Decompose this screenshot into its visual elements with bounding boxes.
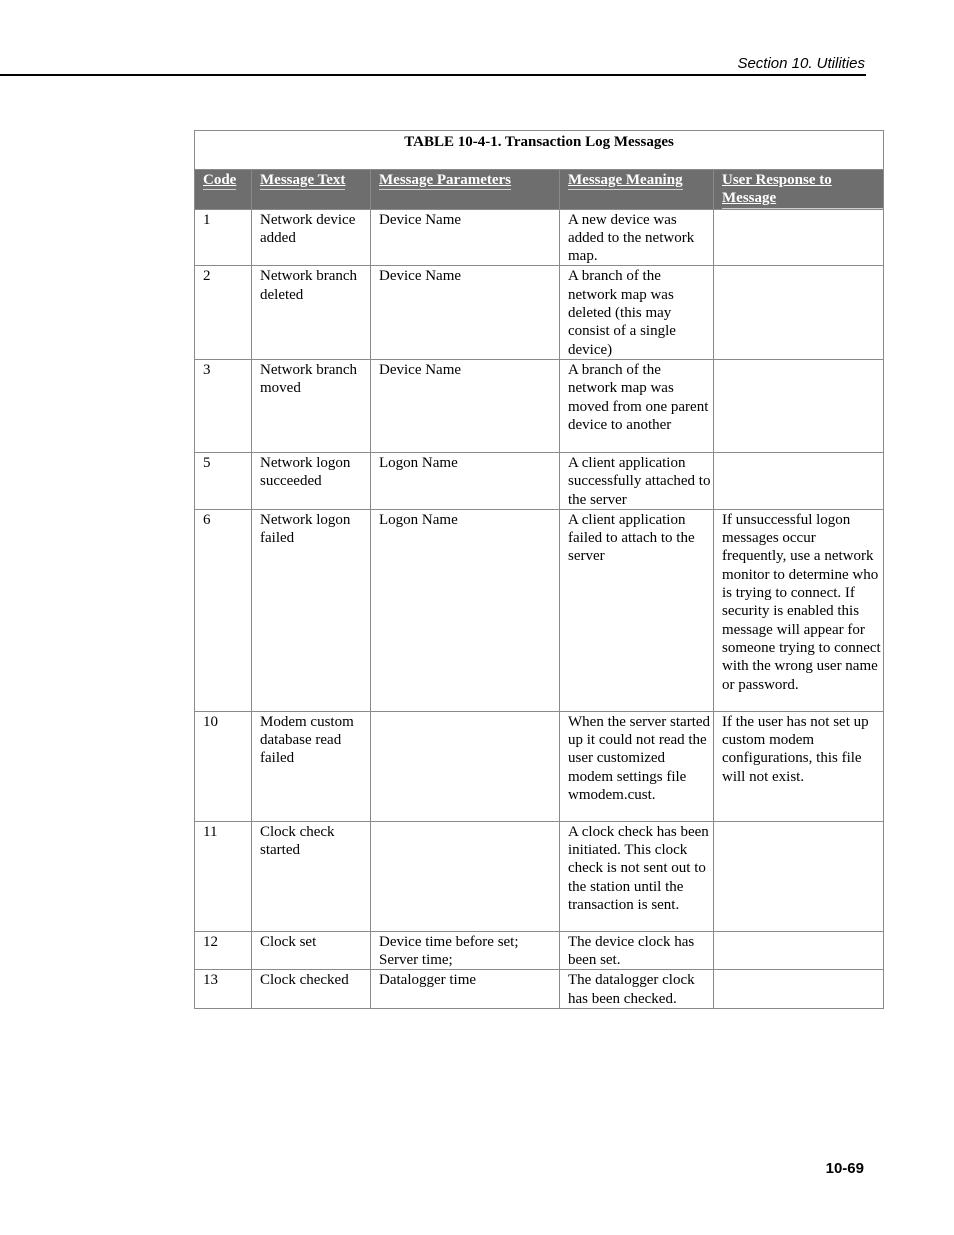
message-meaning-cell: The device clock has been set. <box>560 931 714 970</box>
table-row <box>195 711 884 821</box>
transaction-log-table-container <box>194 130 883 1009</box>
message-text-cell: Clock check started <box>252 821 371 931</box>
message-meaning-cell: A new device was added to the network map. <box>560 209 714 266</box>
message-meaning-cell: The datalogger clock has been checked. <box>560 970 714 1009</box>
user-response-cell <box>714 266 884 359</box>
table-row <box>195 209 884 266</box>
message-parameters-cell <box>371 821 560 931</box>
running-head: Section 10. Utilities <box>737 55 865 72</box>
column-header-message-parameters: Message Parameters <box>371 170 560 210</box>
user-response-cell <box>714 452 884 509</box>
message-text-cell: Clock set <box>252 931 371 970</box>
table-row <box>195 359 884 452</box>
message-parameters-cell: Device Name <box>371 266 560 359</box>
code-cell: 6 <box>195 509 252 711</box>
message-meaning-cell: A clock check has been initiated. This clock check is not sent out to the station until the transaction is sent. <box>560 821 714 931</box>
message-meaning-cell: A client application successfully attached to the server <box>560 452 714 509</box>
message-text-cell: Network logon failed <box>252 509 371 711</box>
caption-row <box>195 131 884 170</box>
code-cell: 3 <box>195 359 252 452</box>
message-meaning-cell: A branch of the network map was moved from one parent device to another <box>560 359 714 452</box>
message-parameters-cell: Device Name <box>371 209 560 266</box>
user-response-cell <box>714 209 884 266</box>
user-response-cell <box>714 931 884 970</box>
code-cell: 1 <box>195 209 252 266</box>
message-parameters-cell <box>371 711 560 821</box>
table-caption: TABLE 10-4-1. Transaction Log Messages <box>195 131 884 170</box>
message-text-cell: Modem custom database read failed <box>252 711 371 821</box>
message-meaning-cell: A client application failed to attach to the server <box>560 509 714 711</box>
message-parameters-cell: Device time before set; Server time; <box>371 931 560 970</box>
message-text-cell: Network logon succeeded <box>252 452 371 509</box>
table-row <box>195 266 884 359</box>
table-row <box>195 821 884 931</box>
table-row <box>195 931 884 970</box>
code-cell: 5 <box>195 452 252 509</box>
user-response-cell <box>714 821 884 931</box>
header-rule <box>0 74 866 76</box>
message-text-cell: Network device added <box>252 209 371 266</box>
message-parameters-cell: Device Name <box>371 359 560 452</box>
column-header-message-meaning: Message Meaning <box>560 170 714 210</box>
code-cell: 10 <box>195 711 252 821</box>
code-cell: 11 <box>195 821 252 931</box>
header-row <box>195 170 884 210</box>
column-header-user-response: User Response to Message <box>714 170 884 210</box>
code-cell: 12 <box>195 931 252 970</box>
column-header-code: Code <box>195 170 252 210</box>
user-response-cell: If the user has not set up custom modem configurations, this file will not exist. <box>714 711 884 821</box>
message-meaning-cell: When the server started up it could not read the user customized modem settings file wmodem.cust. <box>560 711 714 821</box>
code-cell: 13 <box>195 970 252 1009</box>
message-parameters-cell: Datalogger time <box>371 970 560 1009</box>
page-number: 10-69 <box>825 1160 864 1177</box>
column-header-message-text: Message Text <box>252 170 371 210</box>
user-response-cell <box>714 359 884 452</box>
message-parameters-cell: Logon Name <box>371 509 560 711</box>
message-text-cell: Network branch moved <box>252 359 371 452</box>
message-text-cell: Network branch deleted <box>252 266 371 359</box>
message-text-cell: Clock checked <box>252 970 371 1009</box>
table-row <box>195 452 884 509</box>
table-body <box>195 209 884 1008</box>
message-meaning-cell: A branch of the network map was deleted (this may consist of a single device) <box>560 266 714 359</box>
code-cell: 2 <box>195 266 252 359</box>
transaction-log-table <box>194 130 884 1009</box>
table-row <box>195 509 884 711</box>
table-row <box>195 970 884 1009</box>
message-parameters-cell: Logon Name <box>371 452 560 509</box>
user-response-cell: If unsuccessful logon messages occur frequently, use a network monitor to determine who is trying to connect. If security is enabled this message will appear for someone trying to connect with the wrong user name or password. <box>714 509 884 711</box>
user-response-cell <box>714 970 884 1009</box>
